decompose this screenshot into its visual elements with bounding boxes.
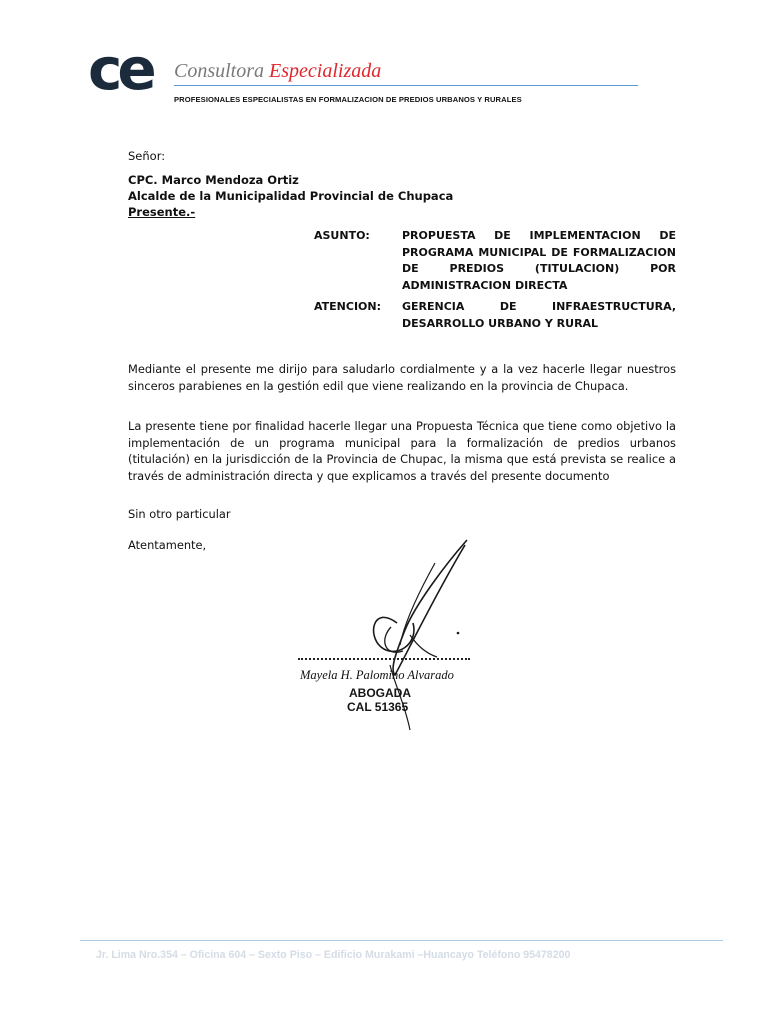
footer-divider bbox=[80, 940, 723, 941]
signer-registry: CAL 51365 bbox=[347, 700, 409, 714]
attention-text: GERENCIA DE INFRAESTRUCTURA, DESARROLLO URBANO Y RURAL bbox=[402, 300, 676, 330]
logo-mark: ce bbox=[88, 44, 152, 96]
header-divider bbox=[174, 85, 638, 86]
recipient-title: Alcalde de la Municipalidad Provincial de Chupaca bbox=[128, 189, 454, 203]
closing-line: Sin otro particular bbox=[128, 507, 231, 521]
footer-address: Jr. Lima Nro.354 – Oficina 604 – Sexto Piso – Edificio Murakami –Huancayo Teléfono 95478200 bbox=[96, 949, 571, 961]
recipient-name: CPC. Marco Mendoza Ortiz bbox=[128, 173, 299, 187]
company-name-word1: Consultora bbox=[174, 60, 265, 82]
subject-text: PROPUESTA DE IMPLEMENTACION DE PROGRAMA MUNICIPAL DE FORMALIZACION DE PREDIOS (TITULACION) POR ADMINISTRACION DIRECTA bbox=[402, 229, 676, 292]
company-name-word2: Especializada bbox=[269, 60, 382, 82]
signer-name: Mayela H. Palomino Alvarado bbox=[300, 668, 454, 682]
subject-label: ASUNTO: bbox=[314, 229, 370, 242]
body-paragraph-2: La presente tiene por finalidad hacerle llegar una Propuesta Técnica que tiene como objetivo la implementación de un programa municipal para la formalización de predios urbanos (titulación) en la jurisdicción de la Provincia de Chupac, la misma que está prevista se realice a través de administración directa y que explicamos a través del presente documento bbox=[128, 419, 676, 483]
signature-dotted-line bbox=[298, 658, 470, 660]
sign-off: Atentamente, bbox=[128, 538, 207, 552]
body-paragraph-1: Mediante el presente me dirijo para saludarlo cordialmente y a la vez hacerle llegar nuestros sinceros parabienes en la gestión edil que viene realizando en la provincia de Chupaca. bbox=[128, 362, 676, 393]
signer-profession: ABOGADA bbox=[349, 686, 411, 700]
company-name bbox=[174, 59, 381, 83]
presente-label: Presente.- bbox=[128, 205, 196, 219]
attention-label: ATENCION: bbox=[314, 300, 382, 313]
company-logo bbox=[88, 44, 160, 96]
company-tagline: PROFESIONALES ESPECIALISTAS EN FORMALIZACION DE PREDIOS URBANOS Y RURALES bbox=[174, 95, 522, 104]
salutation: Señor: bbox=[128, 149, 166, 163]
recipient-block bbox=[128, 172, 453, 220]
